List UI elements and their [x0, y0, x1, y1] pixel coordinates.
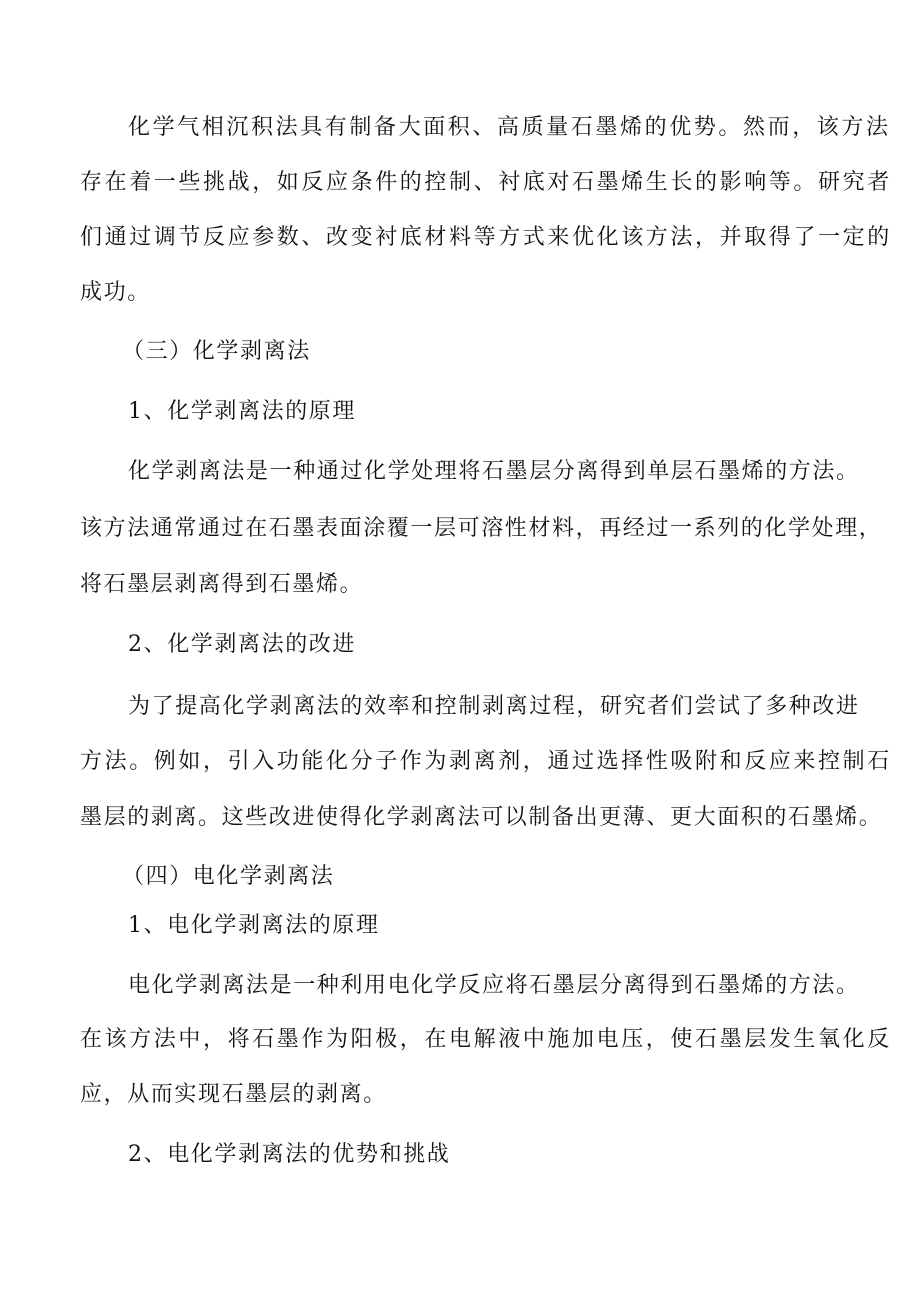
subheading-3-2: 2、化学剥离法的改进	[128, 632, 356, 657]
paragraph-2-line-1: 化学剥离法是一种通过化学处理将石墨层分离得到单层石墨烯的方法。	[128, 459, 860, 484]
paragraph-1-line-1: 化学气相沉积法具有制备大面积、高质量石墨烯的优势。然而，该方法	[128, 115, 891, 140]
paragraph-1-line-4: 成功。	[80, 280, 151, 305]
section-heading-3: （三）化学剥离法	[122, 339, 311, 364]
paragraph-3-line-1: 为了提高化学剥离法的效率和控制剥离过程，研究者们尝试了多种改进	[128, 694, 860, 719]
paragraph-1-line-2: 存在着一些挑战，如反应条件的控制、衬底对石墨烯生长的影响等。研究者	[80, 170, 892, 195]
subheading-4-2: 2、电化学剥离法的优势和挑战	[128, 1142, 451, 1167]
section-heading-4: （四）电化学剥离法	[122, 864, 335, 889]
paragraph-3-line-2: 方法。例如，引入功能化分子作为剥离剂，通过选择性吸附和反应来控制石	[80, 749, 892, 774]
paragraph-4-line-2: 在该方法中，将石墨作为阳极，在电解液中施加电压，使石墨层发生氧化反	[80, 1027, 892, 1052]
paragraph-4-line-3: 应，从而实现石墨层的剥离。	[80, 1082, 387, 1107]
subheading-4-1: 1、电化学剥离法的原理	[128, 913, 380, 938]
paragraph-3-line-3: 墨层的剥离。这些改进使得化学剥离法可以制备出更薄、更大面积的石墨烯。	[80, 805, 883, 830]
subheading-3-1: 1、化学剥离法的原理	[128, 399, 356, 424]
paragraph-2-line-3: 将石墨层剥离得到石墨烯。	[80, 572, 364, 597]
paragraph-4-line-1: 电化学剥离法是一种利用电化学反应将石墨层分离得到石墨烯的方法。	[128, 973, 860, 998]
paragraph-1-line-3: 们通过调节反应参数、改变衬底材料等方式来优化该方法，并取得了一定的	[80, 225, 892, 250]
paragraph-2-line-2: 该方法通常通过在石墨表面涂覆一层可溶性材料，再经过一系列的化学处理，	[80, 516, 883, 541]
